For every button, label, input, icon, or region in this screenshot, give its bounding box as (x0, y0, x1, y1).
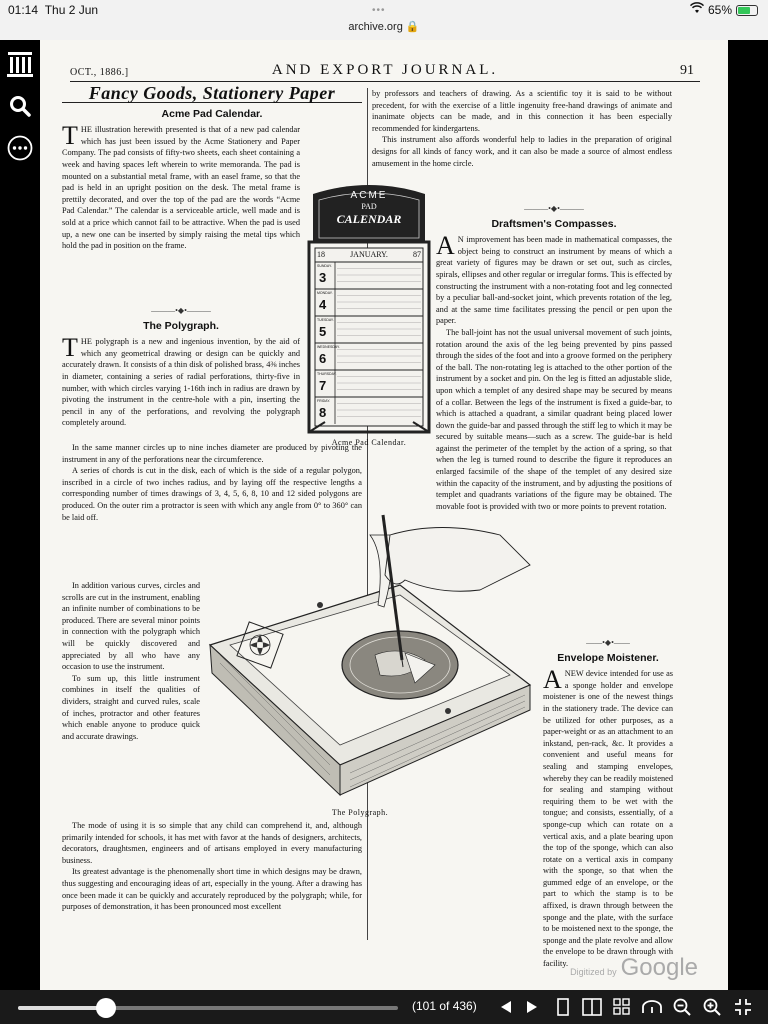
two-page-view-icon[interactable] (582, 996, 602, 1018)
header-page-number: 91 (680, 63, 694, 78)
calendar-day-name: MONDAY. (317, 291, 333, 295)
battery-icon (736, 5, 758, 16)
polygraph-p2: In the same manner circles up to nine inches diameter are produced by pivoting the instrument in any of the perforations near the circumference. (62, 443, 362, 464)
ornament: ———•◆•——— (151, 306, 211, 315)
page-slider[interactable] (18, 1006, 398, 1010)
envelope-title: Envelope Moistener. (557, 651, 659, 664)
address-bar[interactable] (0, 20, 768, 33)
calendar-day-number: 8 (319, 405, 327, 420)
status-bar (0, 0, 768, 40)
status-right (690, 3, 758, 17)
right-intro-p1: by professors and teachers of drawing. As a scientific toy it is said to be without precedent, for with the exercise of a little ingenuity free-hand drawings of animate and inanimate objects can be made, and in this connection it has been especially recommended for kindergartens. (372, 89, 672, 133)
ornament: ——•◆•—— (586, 638, 630, 647)
calendar-line3: CALENDAR (336, 212, 402, 226)
battery-percent: 65% (707, 3, 732, 17)
prev-page-icon[interactable] (496, 996, 516, 1018)
calendar-day-name: SUNDAY. (317, 264, 332, 268)
battery-level (738, 7, 750, 14)
polygraph-title: The Polygraph. (143, 319, 219, 332)
calendar-day-name: TUESDAY. (317, 318, 334, 322)
zoom-out-icon[interactable] (672, 996, 692, 1018)
envelope-dropcap: A (543, 665, 562, 695)
calendar-day-number: 7 (319, 378, 327, 393)
next-page-icon[interactable] (522, 996, 542, 1018)
calendar-day-name: FRIDAY. (317, 399, 331, 403)
calendar-line2: PAD (361, 202, 377, 211)
polygraph-p4: In addition various curves, circles and scrolls are cut in the instrument, enabling an infinite number of combinations to be produced. There are several minor points in connection with the polygraph which will be quickly discovered and appreciated by all who have any occasion to use the instrument. (62, 581, 200, 672)
url-text: archive.org (348, 21, 403, 33)
calendar-day-name: THURSDAY. (317, 372, 337, 376)
slider-fill (18, 1006, 106, 1010)
calendar-month-row: 18 JANUARY. 87 (317, 250, 421, 259)
thumbnail-view-icon[interactable] (612, 996, 632, 1018)
calendar-day-name: WEDNESDAY. (317, 345, 340, 349)
compasses-p2: The ball-joint has not the usual universal movement of such joints, rotation around the axis of the leg being prevented by pins passed through the sides of the foot and into a groove formed on the periphery of the ball. The non-rotating leg is attached to the other portion of the instrument by a socket and pin. On the leg is fitted an adjustable slide, upon which a templet of any desired shape may be secured by means of a collar. Between the legs of the instrument is fixed a guide-bar, to which is attached a quadrant, a similar quadrant being placed lower down the guide-bar and passed through the stiff leg to which it may be secured by suitable means—such as a screw. The guide-bar is held against the perimeter of the templet by the action of a spring, so that when the leg is turned round to describe the figure it reproduces an enlarged facsimile of the shape of the templet of any desired size within the capacity of the instrument, and by adjusting the positions of templet and quadrants variations of the figure may be obtained. The movable foot is provided with two or more points to prevent rotation. (436, 327, 672, 511)
compasses-dropcap: A (436, 231, 455, 261)
right-margin (728, 40, 768, 990)
polygraph-caption: The Polygraph. (331, 808, 389, 817)
acme-text: THE illustration herewith presented is that of a new pad calendar which has just been issued by the Acme Stationery and Paper Company. The pad consists of fifty-two sheets, each sheet containing a week and having spaces left wherein to write memoranda. The pad is mounted on a substantial metal frame, with an easel frame, so that the pad is held in an upright position on the desk. The metal frame is prettily decorated, and over the top of the pad are the words “Acme Pad Calendar.” The calendar is a serviceable article, well made and is sold at a price which cannot fail to be attractive. When the pad is used up, a new one can be inserted by simply raising the metal tips which hold the pad in position on the frame. (62, 121, 300, 251)
acme-title: Acme Pad Calendar. (161, 107, 263, 120)
zoom-in-icon[interactable] (702, 996, 722, 1018)
polygraph-illustration (200, 495, 536, 825)
google-logo: Google (620, 954, 698, 981)
google-watermark (570, 954, 698, 982)
slider-thumb[interactable] (96, 998, 116, 1018)
compasses-block (436, 200, 672, 512)
one-page-view-icon[interactable] (553, 996, 573, 1018)
right-intro-p2: This instrument also affords wonderful help to ladies in the preparation of original designs for all kinds of fancy work, and it can also be made a source of almost endless amusement in the home circle. (372, 135, 672, 168)
page-header (70, 62, 700, 82)
archive-toolbar (0, 40, 40, 990)
polygraph-p7: Its greatest advantage is the phenomenally short time in which designs may be drawn, thus suggesting and encouraging ideas of art, especially in the young. After a drawing has once been made it can be quickly and accurately reproduced by the polygraph; while, for purposes of demonstration, it has been pronounced most excellent (62, 867, 362, 912)
search-icon[interactable] (6, 92, 34, 120)
lock-icon: 🔒 (405, 21, 420, 33)
archive-logo-icon[interactable] (6, 50, 34, 78)
bottom-toolbar (0, 990, 768, 1024)
digitized-by: Digitized by (570, 967, 617, 977)
wifi-icon (690, 3, 704, 17)
fullscreen-icon[interactable] (733, 996, 753, 1018)
envelope-block (543, 634, 673, 970)
polygraph-p6: The mode of using it is so simple that any child can comprehend it, and, although primarily intended for schools, it has met with favor at the hands of designers, architects, decorators, draughtsmen, engineers and of artisans employed in every manufacturing business. (62, 821, 362, 865)
polygraph-narrow (62, 580, 200, 742)
polygraph-p5: To sum up, this little instrument combines in itself the qualities of dividers, straight and curved rules, scale of inches, protractor and other features which enable anyone to produce quick and accurate drawings. (62, 673, 200, 741)
acme-calendar-illustration (305, 182, 433, 437)
acme-dropcap: T (62, 121, 78, 151)
envelope-p1: ANEW device intended for use as a sponge holder and envelope moistener is one of the newest things in the stationery trade. The device can be utilized for other purposes, as a paper-weight or as an attachment to an inkstand, pen-rack, &c. It provides a convenient and useful means for sealing and stamping envelopes, whereby they can be readily moistened for sealing and stamping without requiring them to be wet with the tongue; and consists, essentially, of a sponge-cup which can rotate on a vertical axis, and a plate bearing upon the top of the sponge, which can also rotate on a vertical axis in company with the sponge, so that when the gummed edge of an envelope, or the part to which the stamp is to be affixed, is drawn through between the sponge and the plate, with the surface to be moistened next to the sponge, the sponge and the plate revolve and allow the envelope to be drawn through with facility. (543, 665, 673, 969)
status-time: 01:14 Thu 2 Jun (8, 3, 99, 17)
polygraph-intro (62, 302, 300, 429)
more-icon[interactable] (6, 134, 34, 162)
calendar-day-number: 5 (319, 324, 327, 339)
compasses-title: Draftsmen's Compasses. (491, 217, 617, 230)
page-indicator: (101 of 436) (412, 999, 477, 1013)
compasses-p1: A N improvement has been made in mathematical compasses, the object being to construct an instrument by means of which a great variety of figures may be drawn or set out, such as circles, spirals, ellipses and other regular or irregular forms. This is effected by constructing the instrument with a non-rotating foot and leg connected by a peculiar ball-and-socket joint, which prevents rotation of the leg, and at the same time facilitates pressing the pencil or pen upon the paper. (436, 231, 672, 326)
polygraph-p3a: A series of chords is cut in the disk, each of which is the side of a regular polygon, inscribed in a circle of two inches radius, and by laying off the respective lengths a corresponding number of times drawings of 3, 4, 5, 6, 8, 10 and 12 sided polygons are produced. On the outer rim a protractor is seen with which any angle from 0° to 360° can be laid off. (62, 466, 362, 522)
polygraph-dropcap: T (62, 333, 78, 363)
header-date: OCT., 1886.] (70, 67, 129, 78)
ornament: ———•◆•——— (524, 204, 584, 213)
calendar-day-number: 3 (319, 270, 327, 285)
polygraph-bottom (62, 820, 362, 913)
right-intro (372, 88, 672, 169)
book-page[interactable] (40, 40, 728, 990)
header-journal: AND EXPORT JOURNAL. (271, 62, 499, 78)
calendar-brand: ACME (350, 190, 388, 201)
section-title: Fancy Goods, Stationery Paper (62, 88, 362, 103)
calendar-caption: Acme Pad Calendar. (331, 438, 407, 447)
calendar-day-number: 4 (319, 297, 327, 312)
multitask-dots[interactable]: ••• (372, 5, 386, 16)
calendar-day-number: 6 (319, 351, 327, 366)
polygraph-p1: THE polygraph is a new and ingenious invention, by the aid of which any geometrical drawing or design can be quickly and accurately drawn. It consists of a thin disk of polished brass, 4⅜ inches in diameter, containing a series of radial perforations, thirty-five in number, with which circles varying 1-16th inch in radius are drawn by pivoting the instrument in the centre-hole with a pin, inserting the pencil in any of the perforations, and revolving the polygraph completely around. (62, 333, 300, 428)
read-aloud-icon[interactable] (642, 996, 662, 1018)
